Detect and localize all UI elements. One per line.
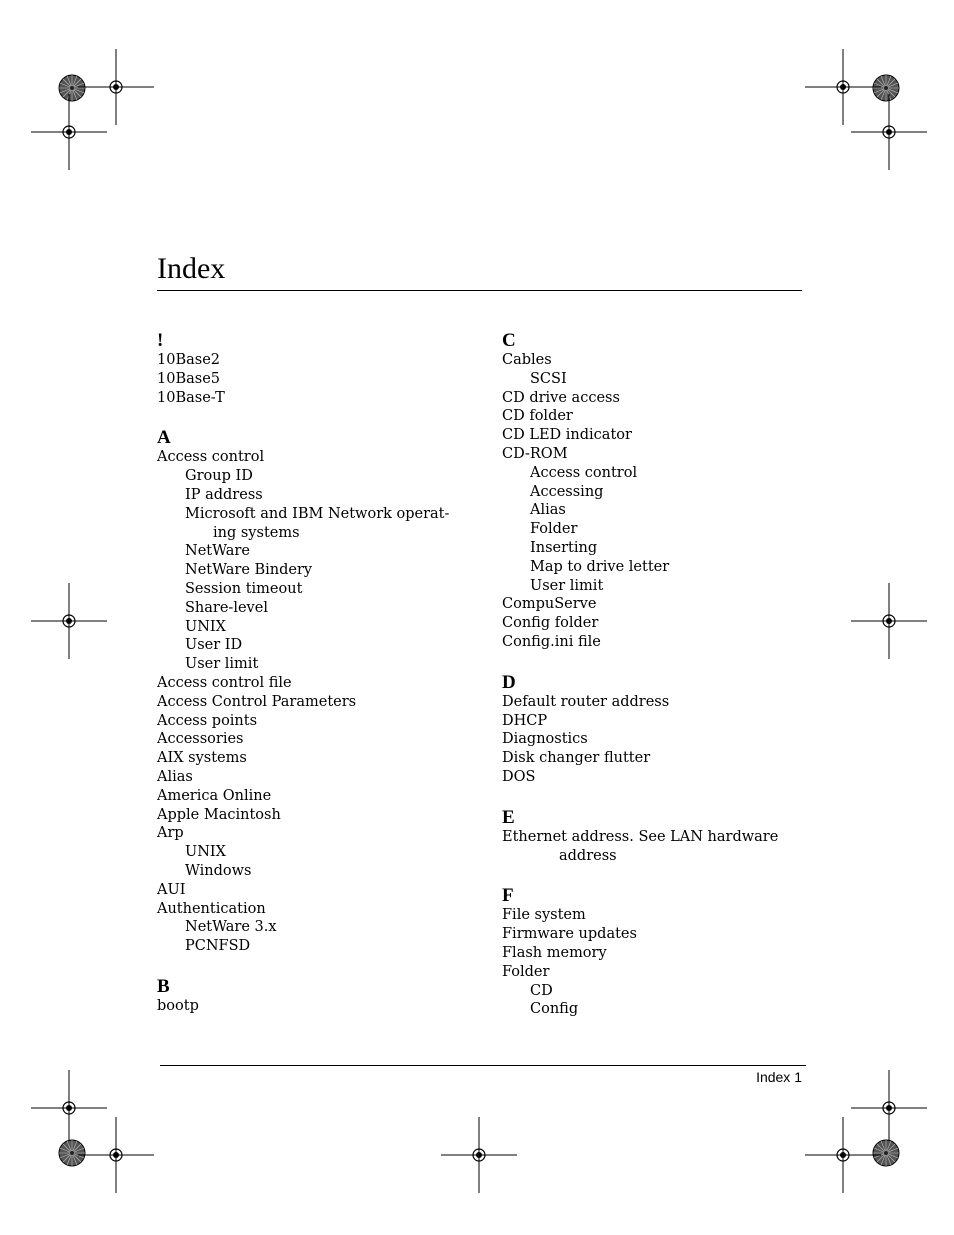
index-entry: CD drive access — [502, 389, 620, 406]
index-letter-heading: D — [502, 671, 516, 693]
index-subentry: Group ID — [185, 468, 253, 485]
index-entry: Flash memory — [502, 944, 607, 961]
index-entry: Firmware updates — [502, 926, 637, 943]
index-subentry: IP address — [185, 486, 263, 503]
index-entry: 10Base5 — [157, 370, 220, 387]
index-subentry: Access control — [530, 464, 638, 481]
index-subentry: UNIX — [185, 618, 226, 635]
index-subentry: User limit — [185, 656, 259, 673]
index-entry: Access Control Parameters — [157, 693, 357, 710]
index-entry: AIX systems — [157, 750, 247, 767]
index-entry: 10Base2 — [157, 352, 220, 368]
index-subentry: SCSI — [530, 370, 567, 387]
index-entry: File system — [502, 907, 586, 924]
index-subentry: Accessing — [530, 483, 604, 500]
page-footer: Index 1 — [756, 1069, 802, 1085]
index-entry: Alias — [157, 768, 193, 785]
index-subentry: Config — [530, 1001, 579, 1018]
index-entry: CD folder — [502, 408, 573, 425]
index-entry: DOS — [502, 768, 536, 785]
index-subentry: CD — [530, 982, 553, 999]
index-subentry: Share-level — [185, 599, 268, 616]
index-letter-heading: ! — [157, 330, 164, 351]
index-entry: Authentication — [157, 900, 266, 917]
index-subentry: NetWare — [185, 543, 250, 560]
index-letter-heading: B — [157, 975, 170, 997]
index-entry: Arp — [157, 825, 184, 842]
index-entry: DHCP — [502, 712, 548, 729]
index-entry: Disk changer flutter — [502, 750, 651, 767]
page-title: Index — [157, 252, 226, 285]
index-subentry: Alias — [530, 502, 566, 519]
index-entry-continuation: address — [559, 847, 617, 864]
index-letter-heading: F — [502, 885, 514, 907]
index-entry: CompuServe — [502, 596, 597, 613]
index-subentry: Folder — [530, 521, 578, 538]
index-subentry: User limit — [530, 577, 604, 594]
index-entry: Accessories — [157, 731, 244, 748]
index-column-left — [157, 330, 457, 1016]
index-subentry: UNIX — [185, 844, 226, 861]
index-entry: CD LED indicator — [502, 427, 632, 444]
index-subentry: Session timeout — [185, 580, 303, 597]
index-entry: Cables — [502, 352, 552, 368]
index-entry: Access control — [157, 449, 265, 466]
index-subentry: Map to drive letter — [530, 558, 670, 575]
index-subentry: Microsoft and IBM Network operat- — [185, 505, 450, 522]
index-letter-heading: E — [502, 806, 515, 828]
index-entry: Access points — [157, 712, 258, 729]
footer-divider — [160, 1065, 806, 1066]
index-entry: Ethernet address. See LAN hardware — [502, 828, 779, 845]
index-entry: CD-ROM — [502, 445, 568, 462]
index-column-right — [502, 330, 802, 1019]
index-entry: America Online — [157, 787, 272, 804]
index-letter-heading: C — [502, 330, 516, 351]
index-entry: bootp — [157, 997, 199, 1014]
index-entry: Diagnostics — [502, 731, 588, 748]
index-subentry: PCNFSD — [185, 938, 251, 955]
index-entry: AUI — [157, 881, 186, 898]
index-subentry: User ID — [185, 637, 243, 654]
index-letter-heading: A — [157, 427, 171, 449]
index-entry: Access control file — [157, 674, 292, 691]
index-subentry: NetWare Bindery — [185, 562, 313, 579]
index-subentry: Inserting — [530, 539, 598, 556]
index-subentry: Windows — [185, 862, 252, 879]
index-entry: Default router address — [502, 693, 670, 710]
index-entry-continuation: ing systems — [213, 524, 300, 541]
title-divider — [157, 290, 802, 291]
index-subentry: NetWare 3.x — [185, 919, 277, 936]
index-entry: Apple Macintosh — [157, 806, 281, 823]
index-entry: 10Base-T — [157, 389, 225, 406]
index-entry: Config folder — [502, 615, 599, 632]
index-entry: Config.ini file — [502, 633, 601, 650]
index-entry: Folder — [502, 963, 550, 980]
